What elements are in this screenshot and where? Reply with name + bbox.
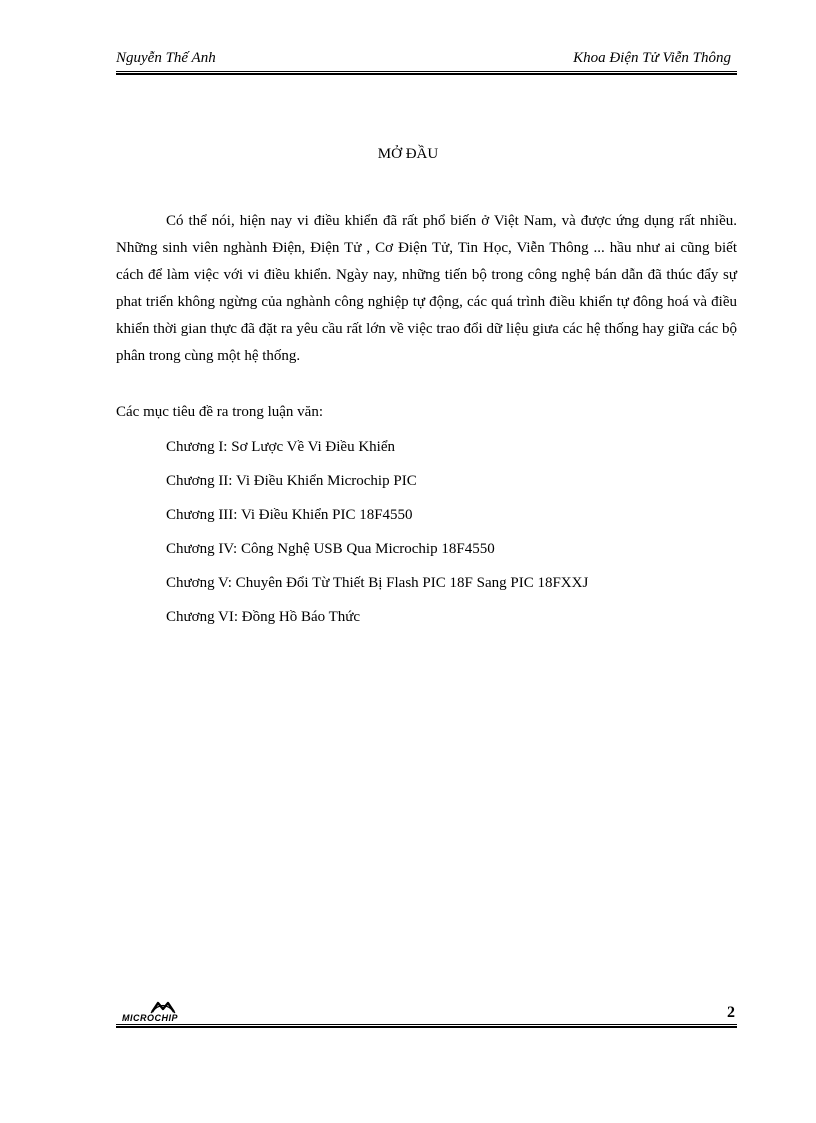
microchip-logo [122, 1000, 202, 1024]
objectives-intro: Các mục tiêu đề ra trong luận văn: [116, 404, 324, 420]
chapter-item: Chương IV: Công Nghệ USB Qua Microchip 18F4550 [166, 541, 495, 557]
page-title: MỞ ĐẦU [377, 146, 439, 162]
chapter-item: Chương II: Vi Điều Khiển Microchip PIC [166, 473, 417, 489]
page-header [116, 49, 737, 72]
intro-paragraph: Có thể nói, hiện nay vi điều khiển đã rất phổ biến ở Việt Nam, và được ứng dụng rất nhiều. Những sinh viên nghành Điện, Điện Tử , Cơ Điện Tử, Tin Học, Viễn Thông ... hầu như ai cũng biết cách để làm việc với vi điều khiển. Ngày nay, những tiến bộ trong công nghệ bán dẫn đã thúc đẩy sự phat triển không ngừng của nghành công nghiệp tự động, các quá trình điều khiển tự đông hoá và điều khiển thời gian thực đã đặt ra yêu cầu rất lớn về việc trao đổi dữ liệu giưa các hệ thống hay giữa các bộ phân trong cùng một hệ thống. [116, 213, 737, 364]
header-author: Nguyễn Thế Anh [116, 50, 216, 66]
microchip-logo-icon [150, 1000, 176, 1014]
chapter-list [166, 436, 588, 640]
logo-wordmark: MICROCHIP [122, 1013, 178, 1023]
header-department: Khoa Điện Tử Viễn Thông [573, 50, 731, 66]
chapter-item: Chương I: Sơ Lược Về Vi Điều Khiển [166, 439, 395, 455]
chapter-item: Chương V: Chuyên Đổi Từ Thiết Bị Flash PIC 18F Sang PIC 18FXXJ [166, 575, 589, 591]
body-text [116, 208, 737, 370]
chapter-item: Chương VI: Đồng Hồ Báo Thức [166, 609, 361, 625]
page-number: 2 [727, 1004, 735, 1021]
page-footer [116, 998, 737, 1025]
chapter-item: Chương III: Vi Điều Khiển PIC 18F4550 [166, 507, 413, 523]
